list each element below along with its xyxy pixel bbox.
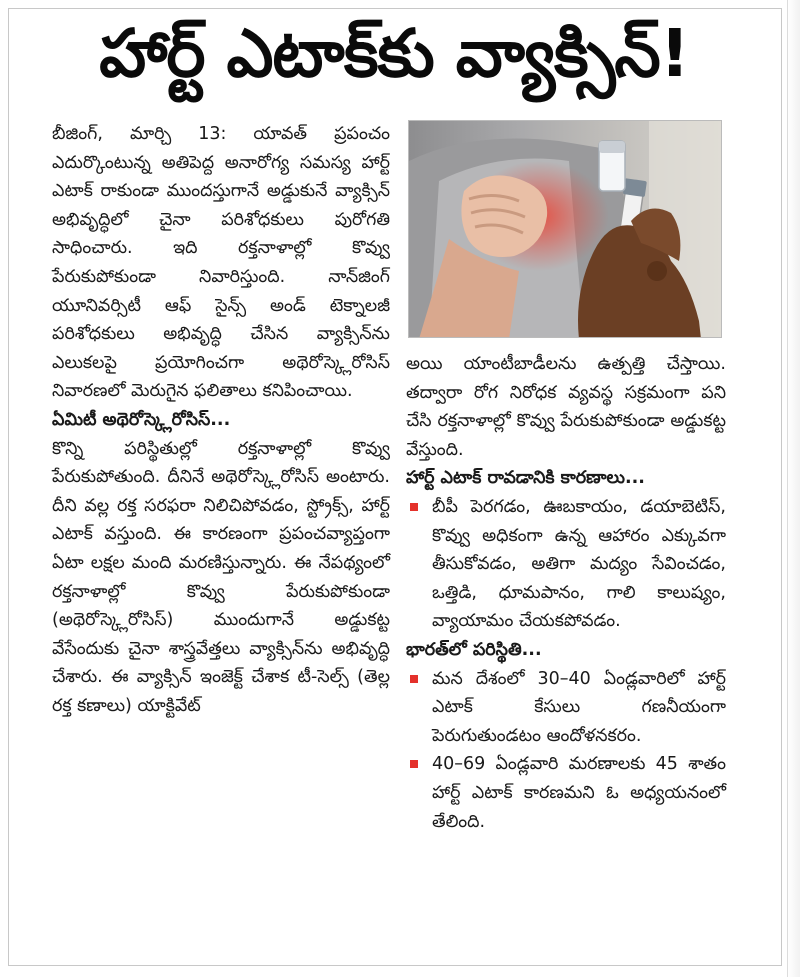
- intro-paragraph: బీజింగ్, మార్చి 13: యావత్ ప్రపంచం ఎదుర్కొంటున్న అతిపెద్ద అనారోగ్య సమస్య హార్ట్ ఎటాక్ రాకుండా ముందస్తుగానే అడ్డుకునే వ్యాక్సిన్ అభివృద్ధిలో చైనా పరిశోధకులు పురోగతి సాధించారు. ఇది రక్తనాళాల్లో కొవ్వు పేరుకుపోకుండా నివారిస్తుంది. నాన్‌జింగ్ యూనివర్సిటీ ఆఫ్ సైన్స్ అండ్ టెక్నాలజీ పరిశోధకులు అభివృద్ధి చేసిన వ్యాక్సిన్‌ను ఎలుకలపై ప్రయోగించగా అథెరోస్క్లెరోసిస్ నివారణలో మెరుగైన ఫలితాలు కనిపించాయి.: [52, 124, 390, 402]
- list-item: [406, 493, 726, 636]
- heart-attack-vaccine-illustration: [409, 121, 722, 338]
- square-bullet-icon: [410, 675, 418, 683]
- india-fact-text: 40–69 ఏండ్లవారి మరణాలకు 45 శాతం హార్ట్ ఎటాక్ కారణమని ఓ అధ్యయనంలో తేలింది.: [432, 754, 726, 832]
- left-column: [52, 120, 390, 720]
- subhead-atherosclerosis: ఏమిటీ అథెరోస్క్లెరోసిస్...: [52, 409, 231, 430]
- cause-text: బీపీ పెరగడం, ఊబకాయం, డయాబెటిస్, కొవ్వు అధికంగా ఉన్న ఆహారం ఎక్కువగా తీసుకోవడం, అతిగా మద్యం సేవించడం, ఒత్తిడి, ధూమపానం, గాలి కాలుష్యం, వ్యాయామం చేయకపోవడం.: [432, 496, 726, 632]
- india-fact-text: మన దేశంలో 30–40 ఏండ్లవారిలో హార్ట్ ఎటాక్ కేసులు గణనీయంగా పెరుగుతుండటం ఆందోళనకరం.: [432, 668, 726, 746]
- atherosclerosis-paragraph: కొన్ని పరిస్థితుల్లో రక్తనాళాల్లో కొవ్వు పేరుకుపోతుంది. దీనినే అథెరోస్క్లెరోసిస్ అంటారు. దీని వల్ల రక్త సరఫరా నిలిచిపోవడం, స్ట్రోక్స్, హార్ట్ ఎటాక్ వస్తుంది. ఈ కారణంగా ప్రపంచవ్యాప్తంగా ఏటా లక్షల మంది మరణిస్తున్నారు. ఈ నేపథ్యంలో రక్తనాళాల్లో కొవ్వు పేరుకుపోకుండా (అథెరోస్క్లెరోసిస్) ముందుగానే అడ్డుకట్ట వేసేందుకు చైనా శాస్త్రవేత్తలు వ్యాక్సిన్‌ను అభివృద్ధి చేశారు. ఈ వ్యాక్సిన్ ఇంజెక్ట్ చేశాక టీ-సెల్స్ (తెల్ల రక్త కణాలు) యాక్టివేట్: [52, 438, 390, 716]
- list-item: [406, 750, 726, 836]
- subhead-causes: హార్ట్ ఎటాక్ రావడానికి కారణాలు...: [406, 468, 645, 489]
- square-bullet-icon: [410, 503, 418, 511]
- india-list: [406, 665, 726, 837]
- subhead-india: భారత్‌లో పరిస్థితి...: [406, 639, 542, 660]
- article-photo: [408, 120, 722, 338]
- square-bullet-icon: [410, 760, 418, 768]
- list-item: [406, 665, 726, 751]
- right-column: [406, 350, 726, 836]
- causes-list: [406, 493, 726, 636]
- headline: హార్ట్ ఎటాక్‌కు వ్యాక్సిన్!: [99, 14, 689, 92]
- adjacent-page-edge: [787, 0, 800, 977]
- continued-paragraph: అయి యాంటీబాడీలను ఉత్పత్తి చేస్తాయి. తద్వారా రోగ నిరోధక వ్యవస్థ సక్రమంగా పని చేసి రక్తనాళాల్లో కొవ్వు పేరుకుపోకుండా అడ్డుకట్ట వేస్తుంది.: [406, 354, 726, 460]
